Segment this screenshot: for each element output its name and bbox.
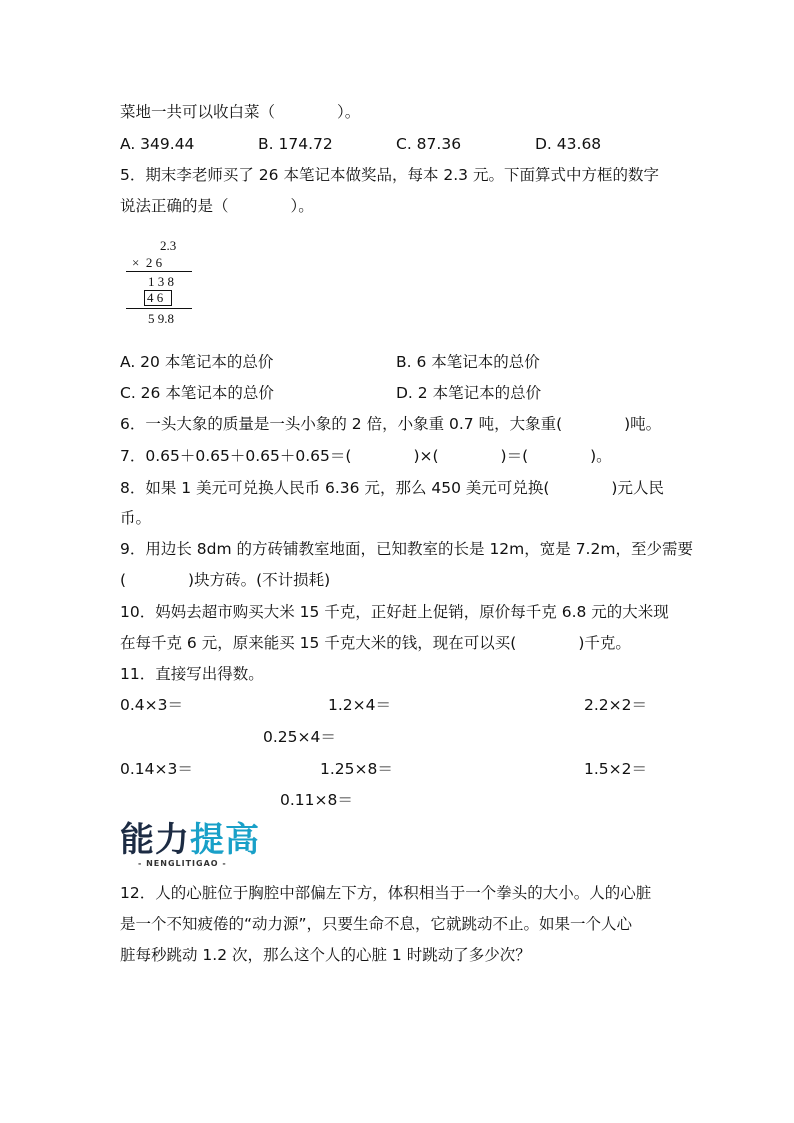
q12-line3: 脏每秒跳动 1.2 次，那么这个人的心脏 1 时跳动了多少次？	[120, 946, 531, 964]
q10-line2: 在每千克 6 元，原来能买 15 千克大米的钱，现在可以买( )千克。	[120, 634, 631, 652]
q11-item: 0.14×3＝	[120, 760, 193, 778]
q7-text: 7．0.65＋0.65＋0.65＋0.65＝( )×( )＝( )。	[120, 447, 612, 465]
q4-option-d: D. 43.68	[535, 135, 602, 153]
q11-item: 0.11×8＝	[280, 791, 353, 809]
q12-line2: 是一个不知疲倦的“动力源”，只要生命不息，它就跳动不止。如果一个人心	[120, 915, 633, 933]
q6-text: 6．一头大象的质量是一头小象的 2 倍，小象重 0.7 吨，大象重( )吨。	[120, 415, 662, 433]
q11-item: 0.25×4＝	[263, 728, 336, 746]
calc-row-partial-1: 1 3 8	[148, 274, 174, 289]
logo-text-part1: 能力	[120, 820, 190, 860]
q9-line2: ( )块方砖。(不计损耗)	[120, 571, 331, 589]
q8-line1: 8．如果 1 美元可兑换人民币 6.36 元，那么 450 美元可兑换( )元人民	[120, 479, 664, 497]
q5-stem-line2: 说法正确的是（ ）。	[120, 197, 314, 215]
q5-option-d: D. 2 本笔记本的总价	[396, 384, 542, 402]
q11-item: 1.5×2＝	[584, 760, 647, 778]
q5-stem-line1: 5．期末李老师买了 26 本笔记本做奖品，每本 2.3 元。下面算式中方框的数字	[120, 166, 659, 184]
q12-line1: 12．人的心脏位于胸腔中部偏左下方，体积相当于一个拳头的大小。人的心脏	[120, 884, 652, 902]
calc-row-multiplicand: 2.3	[160, 238, 177, 253]
calc-rule-2	[126, 308, 192, 309]
calc-rule-1	[126, 271, 192, 272]
q5-option-c: C. 26 本笔记本的总价	[120, 384, 274, 402]
q11-item: 1.2×4＝	[328, 696, 391, 714]
logo-subtitle: - NENGLITIGAO -	[138, 859, 227, 868]
q9-line1: 9．用边长 8dm 的方砖铺教室地面，已知教室的长是 12m，宽是 7.2m，至少需要	[120, 540, 693, 558]
q11-item: 1.25×8＝	[320, 760, 393, 778]
calc-row-result: 5 9.8	[148, 311, 174, 326]
logo-text-part2: 提高	[190, 820, 260, 860]
q5-option-b: B. 6 本笔记本的总价	[396, 353, 540, 371]
q11-item: 0.4×3＝	[120, 696, 183, 714]
q11-item: 2.2×2＝	[584, 696, 647, 714]
vertical-multiplication	[122, 238, 202, 328]
q4-option-c: C. 87.36	[396, 135, 462, 153]
q8-line2: 币。	[120, 509, 152, 527]
q5-option-a: A. 20 本笔记本的总价	[120, 353, 274, 371]
calc-row-partial-2: 4 6	[147, 290, 164, 305]
q10-line1: 10．妈妈去超市购买大米 15 千克，正好赶上促销，原价每千克 6.8 元的大米现	[120, 603, 669, 621]
section-logo-ability-improvement	[120, 820, 270, 870]
q4-stem-end: 菜地一共可以收白菜（ ）。	[120, 103, 361, 121]
q4-option-b: B. 174.72	[258, 135, 333, 153]
q4-option-a: A. 349.44	[120, 135, 195, 153]
calc-row-multiplier: × 2 6	[132, 255, 163, 270]
q11-title: 11．直接写出得数。	[120, 665, 264, 683]
